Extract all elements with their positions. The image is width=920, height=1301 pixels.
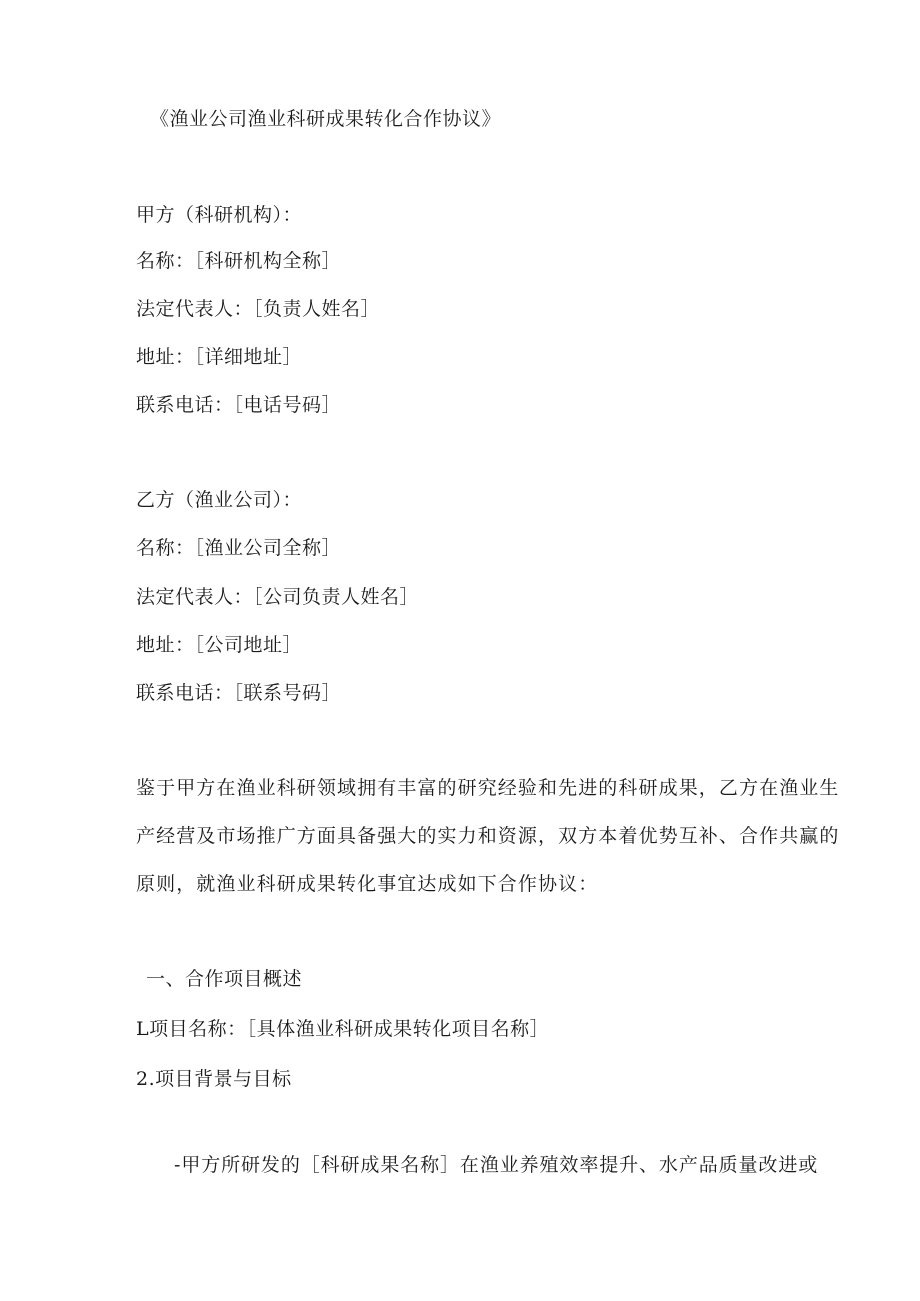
section-1-item-2: 2.项目背景与目标 <box>136 1068 292 1090</box>
party-b-heading: 乙方（渔业公司）： <box>136 489 303 511</box>
party-a-name: 名称：［科研机构全称］ <box>136 250 342 272</box>
document-title: 《渔业公司渔业科研成果转化合作协议》 <box>150 108 502 130</box>
section-1-item-1: L项目名称：［具体渔业科研成果转化项目名称］ <box>136 1018 550 1040</box>
party-b-name: 名称：［渔业公司全称］ <box>136 537 342 559</box>
party-b-phone: 联系电话：［联系号码］ <box>136 682 342 704</box>
party-a-heading: 甲方（科研机构）： <box>136 204 303 226</box>
section-1-bullet-1: -甲方所研发的［科研成果名称］在渔业养殖效率提升、水产品质量改进或 <box>174 1154 819 1176</box>
preamble-line-3: 原则，就渔业科研成果转化事宜达成如下合作协议： <box>136 873 599 895</box>
party-a-address: 地址：［详细地址］ <box>136 346 303 368</box>
party-b-address: 地址：［公司地址］ <box>136 634 303 656</box>
party-a-phone: 联系电话：［电话号码］ <box>136 394 342 416</box>
party-b-representative: 法定代表人：［公司负责人姓名］ <box>136 586 420 608</box>
section-1-heading: 一、合作项目概述 <box>146 968 303 990</box>
preamble-line-1: 鉴于甲方在渔业科研领域拥有丰富的研究经验和先进的科研成果，乙方在渔业生 <box>136 777 840 799</box>
preamble-line-2: 产经营及市场推广方面具备强大的实力和资源，双方本着优势互补、合作共赢的 <box>136 825 840 847</box>
party-a-representative: 法定代表人：［负责人姓名］ <box>136 298 381 320</box>
